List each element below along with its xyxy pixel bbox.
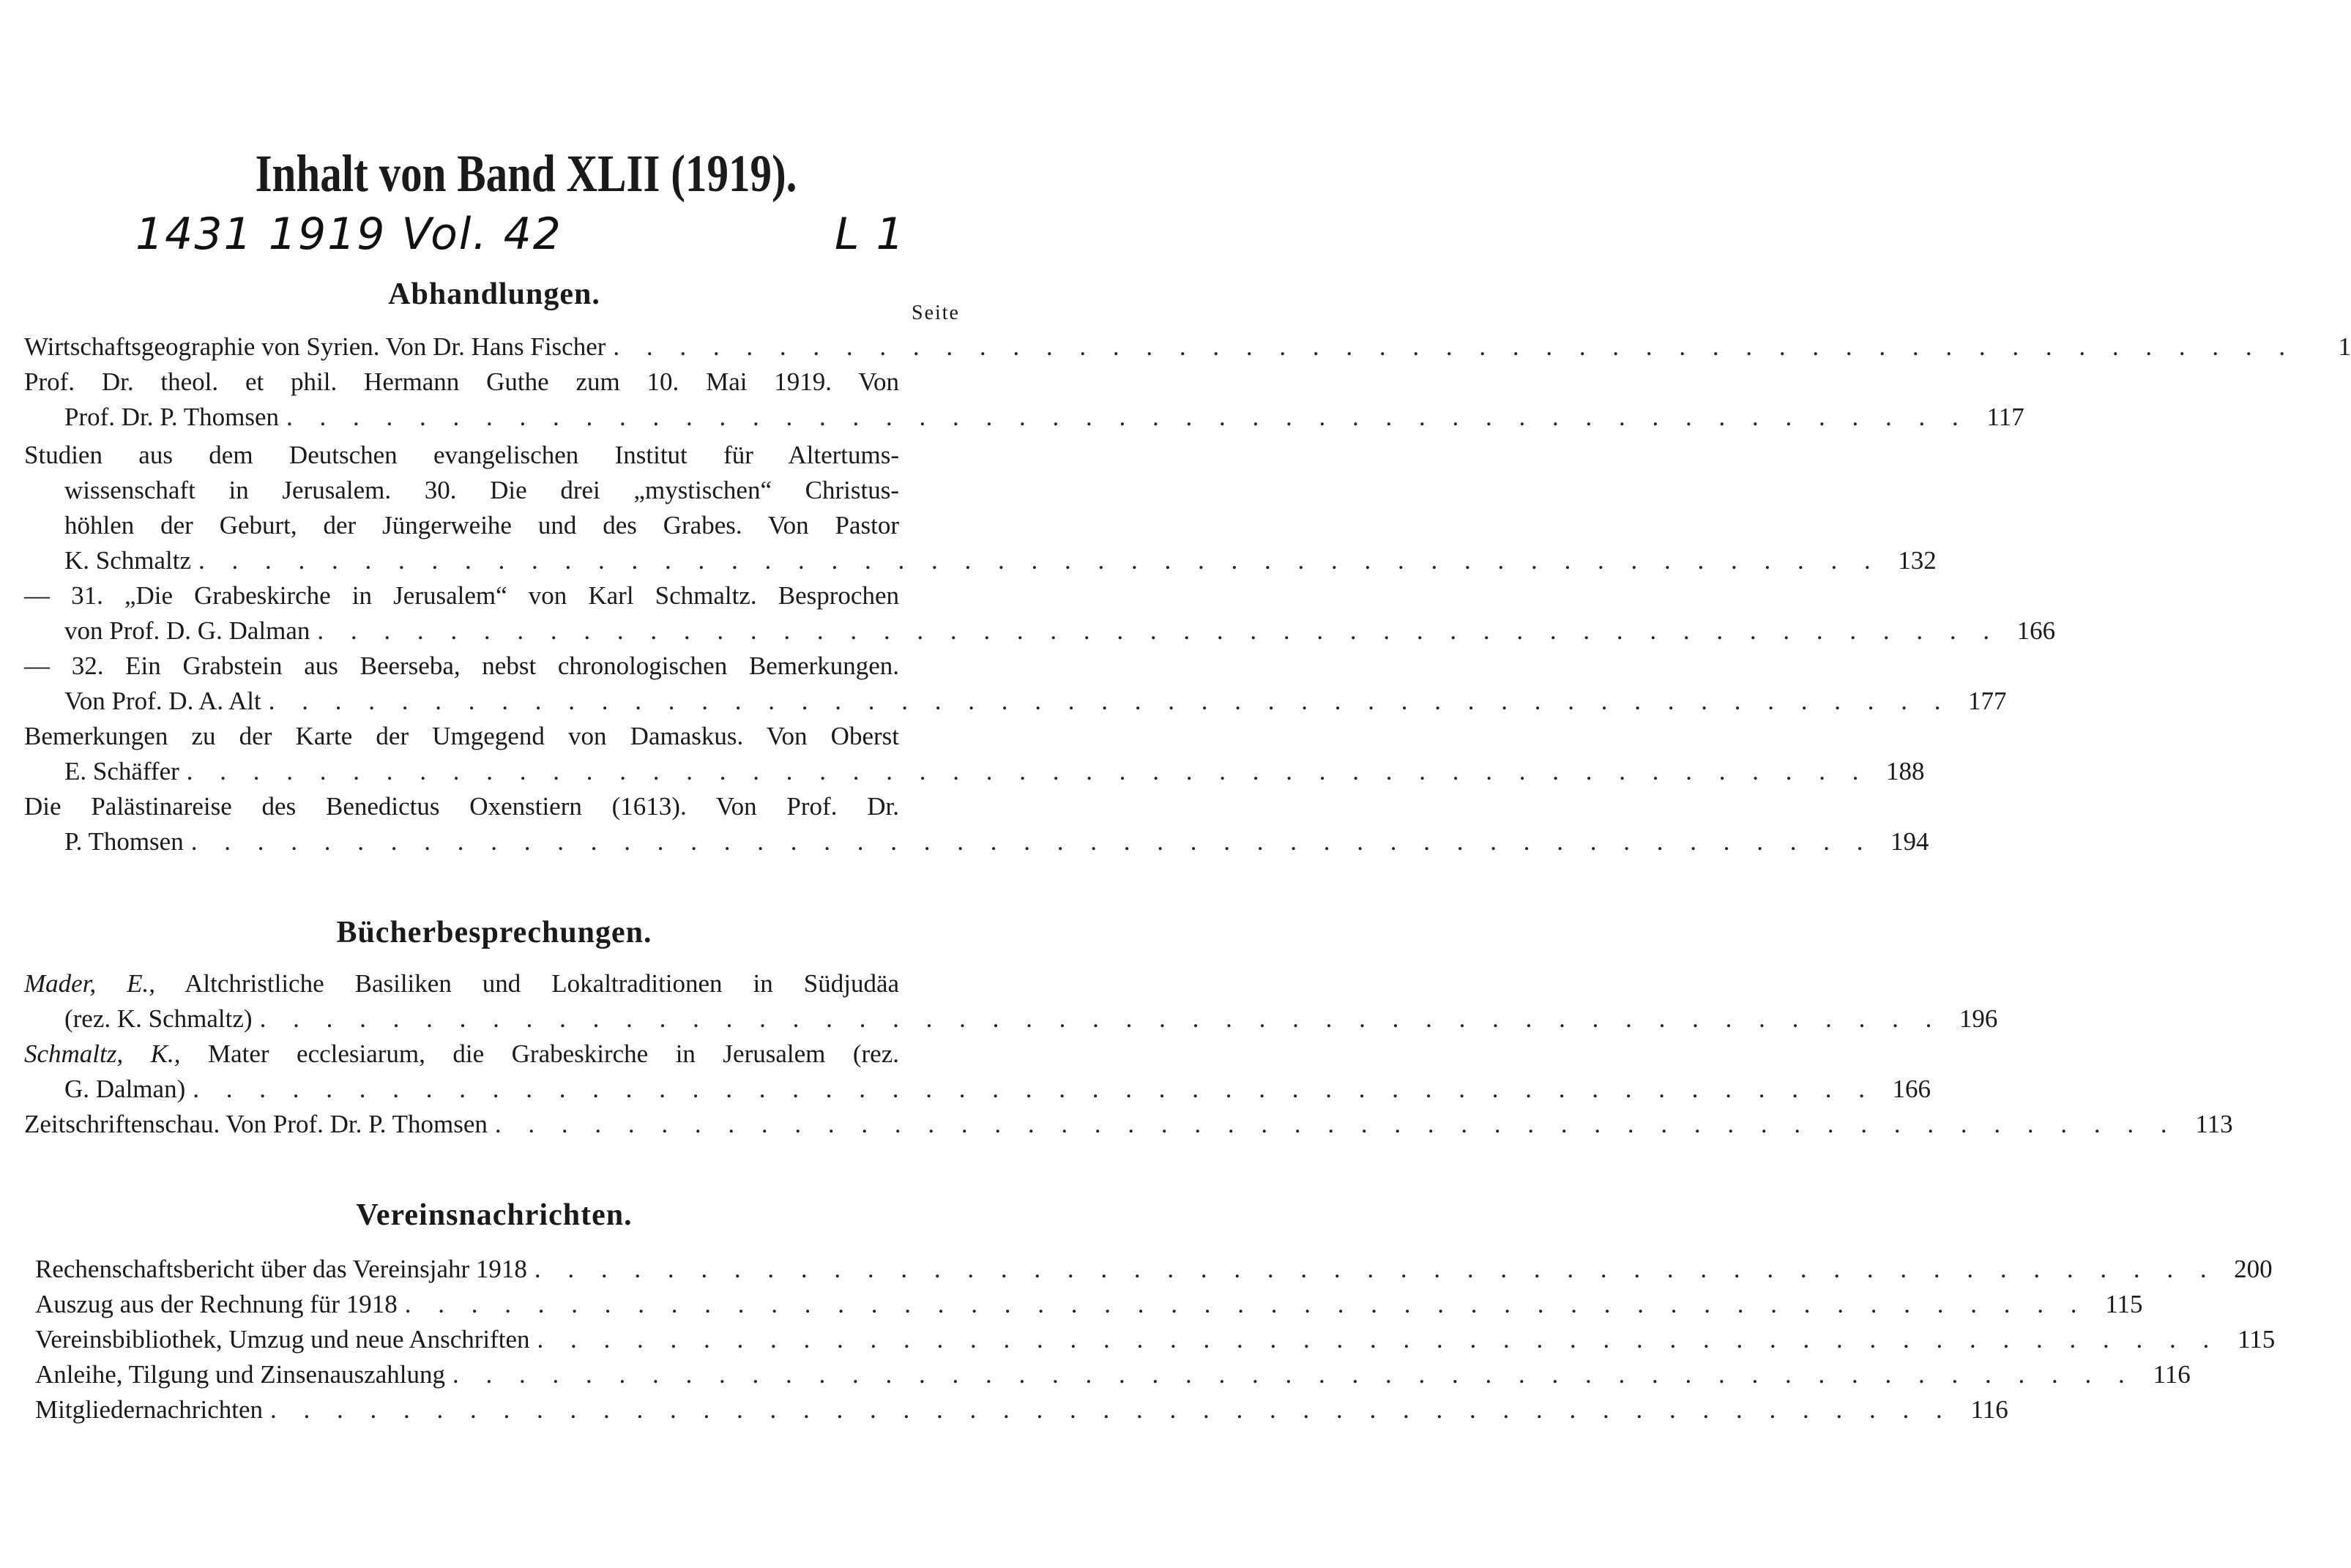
- entry-text: [24, 966, 899, 1001]
- entry-page: 115: [2105, 1290, 2143, 1318]
- entry-author: Schmaltz, K.,: [24, 1039, 181, 1068]
- toc-entry: [35, 1252, 2273, 1287]
- leader-dots: . . . . . . . . . . . . . . . . . . . . . . . . . . . . . . . . . . . . . . . . . . . . . . . . . . .: [317, 616, 2000, 645]
- toc-entry: [64, 613, 2056, 649]
- section-heading-vereinsnachrichten: Vereinsnachrichten.: [356, 1198, 633, 1232]
- section-heading-buecherbesprechungen: Bücherbesprechungen.: [336, 916, 652, 949]
- entry-text: Zeitschriftenschau. Von Prof. Dr. P. Thomsen: [24, 1110, 488, 1138]
- toc-entry: [24, 578, 899, 613]
- entry-text: K. Schmaltz: [64, 546, 192, 575]
- entry-text: [24, 1037, 899, 1072]
- toc-entry: [24, 438, 899, 473]
- entry-title: Mater ecclesiarum, die Grabeskirche in Jerusalem (rez.: [207, 1039, 899, 1068]
- leader-dots: . . . . . . . . . . . . . . . . . . . . . . . . . . . . . . . . . . . . . . . . . . . . . . . . . . .: [613, 332, 2296, 361]
- leader-dots: . . . . . . . . . . . . . . . . . . . . . . . . . . . . . . . . . . . . . . . . . . . . . . . . . . .: [186, 757, 1869, 785]
- entry-title: Altchristliche Basiliken und Lokaltraditionen in Südjudäa: [185, 969, 900, 998]
- toc-entry: [35, 1322, 2276, 1357]
- leader-dots: . . . . . . . . . . . . . . . . . . . . . . . . . . . . . . . . . . . . . . . . . . . . . . . . . . .: [193, 1075, 1875, 1103]
- entry-text: Vereinsbibliothek, Umzug und neue Anschriften: [35, 1325, 530, 1354]
- toc-entry: [24, 649, 899, 684]
- entry-text: Die Palästinareise des Benedictus Oxenstiern (1613). Von Prof. Dr.: [24, 792, 899, 821]
- toc-entry: [64, 684, 2007, 719]
- toc-entry: [64, 754, 1925, 789]
- entry-text: Prof. Dr. theol. et phil. Hermann Guthe zum 10. Mai 1919. Von: [24, 367, 899, 396]
- toc-entry: [24, 1107, 2233, 1142]
- toc-entry: [64, 400, 2024, 435]
- entry-text: Studien aus dem Deutschen evangelischen Institut für Altertums-: [24, 441, 899, 469]
- entry-text: von Prof. D. G. Dalman: [64, 616, 310, 645]
- leader-dots: . . . . . . . . . . . . . . . . . . . . . . . . . . . . . . . . . . . . . . . . . . . . . . . . . . .: [534, 1255, 2217, 1283]
- entry-text: — 32. Ein Grabstein aus Beerseba, nebst chronologischen Bemerkungen.: [24, 652, 899, 680]
- toc-entry: [64, 473, 899, 508]
- entry-text: Auszug aus der Rechnung für 1918: [35, 1290, 398, 1318]
- leader-dots: . . . . . . . . . . . . . . . . . . . . . . . . . . . . . . . . . . . . . . . . . . . . . . . . . . .: [198, 546, 1881, 575]
- entry-page: 200: [2234, 1255, 2273, 1283]
- entry-page: 116: [2153, 1360, 2191, 1389]
- entry-text: Von Prof. D. A. Alt: [64, 687, 261, 715]
- toc-entry: [24, 365, 899, 400]
- entry-text: Rechenschaftsbericht über das Vereinsjahr 1918: [35, 1255, 527, 1283]
- entry-text: — 31. „Die Grabeskirche in Jerusalem“ von Karl Schmaltz. Besprochen: [24, 581, 899, 610]
- leader-dots: . . . . . . . . . . . . . . . . . . . . . . . . . . . . . . . . . . . . . . . . . . . . . . . . . . .: [259, 1004, 1942, 1033]
- entry-text: wissenschaft in Jerusalem. 30. Die drei „mystischen“ Christus-: [64, 476, 899, 504]
- toc-entry: [64, 508, 899, 543]
- entry-page: 194: [1890, 827, 1929, 856]
- toc-entry: [35, 1357, 2191, 1392]
- entry-page: 1: [2338, 332, 2351, 361]
- entry-text: Wirtschaftsgeographie von Syrien. Von Dr. Hans Fischer: [24, 332, 606, 361]
- entry-page: 115: [2238, 1325, 2276, 1354]
- leader-dots: . . . . . . . . . . . . . . . . . . . . . . . . . . . . . . . . . . . . . . . . . . . . . . . . . . .: [494, 1110, 2177, 1138]
- leader-dots: . . . . . . . . . . . . . . . . . . . . . . . . . . . . . . . . . . . . . . . . . . . . . . . . . . .: [269, 1395, 1953, 1424]
- entry-text: höhlen der Geburt, der Jüngerweihe und des Grabes. Von Pastor: [64, 511, 899, 540]
- entry-text: Mitgliedernachrichten: [35, 1395, 263, 1424]
- entry-page: 113: [2195, 1110, 2233, 1138]
- toc-entry: [24, 966, 899, 1001]
- section-heading-abhandlungen: Abhandlungen.: [388, 277, 600, 311]
- leader-dots: . . . . . . . . . . . . . . . . . . . . . . . . . . . . . . . . . . . . . . . . . . . . . . . . . . .: [286, 403, 1969, 431]
- toc-entry: [64, 824, 1929, 859]
- toc-entry: [64, 1072, 1931, 1107]
- entry-text: Anleihe, Tilgung und Zinsenauszahlung: [35, 1360, 445, 1389]
- leader-dots: . . . . . . . . . . . . . . . . . . . . . . . . . . . . . . . . . . . . . . . . . . . . . . . . . . .: [190, 827, 1874, 856]
- entry-text: Prof. Dr. P. Thomsen: [64, 403, 279, 431]
- handwritten-mark: L 1: [835, 209, 906, 260]
- toc-entry: [24, 789, 899, 824]
- entry-page: 196: [1959, 1004, 1998, 1033]
- toc-entry: [35, 1287, 2143, 1322]
- toc-entry: [24, 1037, 899, 1072]
- entry-page: 116: [1970, 1395, 2008, 1424]
- leader-dots: . . . . . . . . . . . . . . . . . . . . . . . . . . . . . . . . . . . . . . . . . . . . . . . . . . .: [404, 1290, 2087, 1318]
- toc-entry: [35, 1392, 2008, 1427]
- toc-entry: [24, 719, 899, 754]
- entry-text: Bemerkungen zu der Karte der Umgegend von Damaskus. Von Oberst: [24, 722, 899, 750]
- entry-page: 166: [1892, 1075, 1931, 1103]
- page-title: Inhalt von Band XLII (1919).: [255, 144, 797, 203]
- toc-entry: [64, 1001, 1998, 1037]
- leader-dots: . . . . . . . . . . . . . . . . . . . . . . . . . . . . . . . . . . . . . . . . . . . . . . . . . . .: [268, 687, 1951, 715]
- entry-text: G. Dalman): [64, 1075, 186, 1103]
- entry-text: (rez. K. Schmaltz): [64, 1004, 253, 1033]
- leader-dots: . . . . . . . . . . . . . . . . . . . . . . . . . . . . . . . . . . . . . . . . . . . . . . . . . . .: [537, 1325, 2220, 1354]
- toc-entry: [24, 329, 2351, 365]
- handwritten-call-number: 1431 1919 Vol. 42: [135, 209, 562, 260]
- entry-page: 166: [2016, 616, 2056, 645]
- leader-dots: . . . . . . . . . . . . . . . . . . . . . . . . . . . . . . . . . . . . . . . . . . . . . . . . . . .: [452, 1360, 2135, 1389]
- entry-page: 117: [1986, 403, 2024, 431]
- entry-text: P. Thomsen: [64, 827, 184, 856]
- entry-page: 188: [1886, 757, 1925, 785]
- page-column-label: Seite: [912, 302, 960, 324]
- toc-entry: [64, 543, 1937, 578]
- entry-text: E. Schäffer: [64, 757, 179, 785]
- entry-page: 132: [1898, 546, 1937, 575]
- entry-author: Mader, E.,: [24, 969, 156, 998]
- entry-page: 177: [1967, 687, 2007, 715]
